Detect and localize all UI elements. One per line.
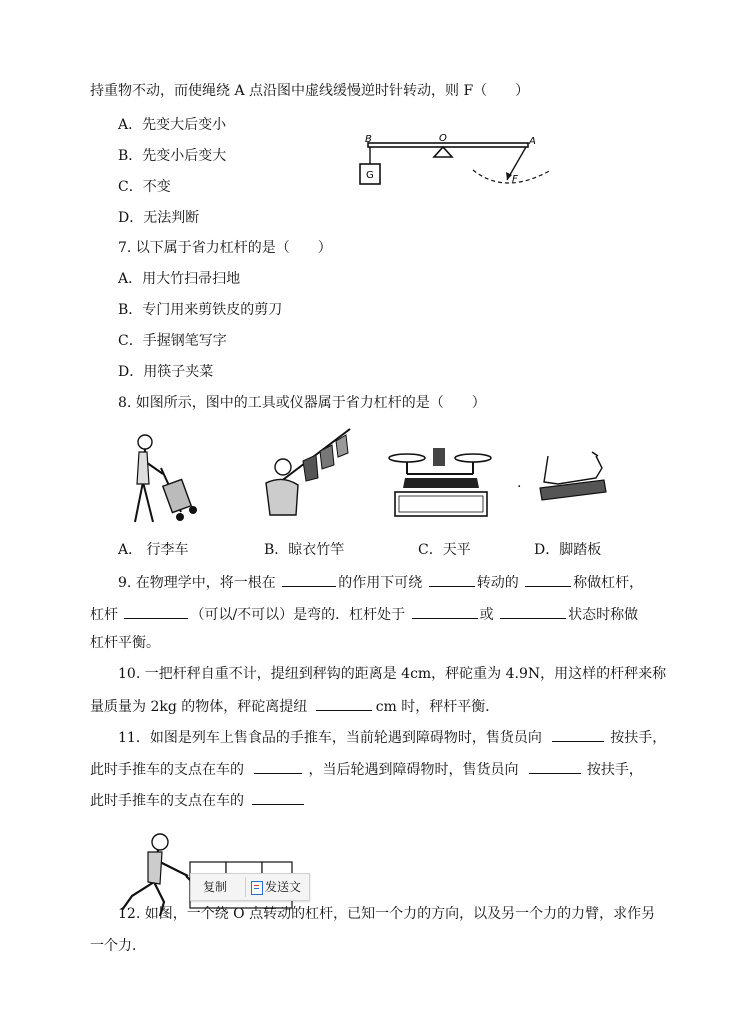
q7-option-b: B．专门用来剪铁皮的剪刀 <box>118 302 283 318</box>
q9-line-1 <box>118 573 643 592</box>
luggage-cart-image <box>125 432 200 527</box>
q11-text-2a: 此时手推车的支点在车的 <box>90 762 244 778</box>
context-menu <box>190 873 310 901</box>
q9-blank-5 <box>412 605 478 619</box>
q11-blank-3 <box>529 760 581 774</box>
q11-line-2 <box>90 760 643 779</box>
q9-line-2 <box>90 605 638 624</box>
q9-text-1c: 转动的 <box>476 575 519 591</box>
stray-dot: . <box>517 475 522 491</box>
q9-text-2c: 或 <box>479 607 494 623</box>
q8-option-b: B．晾衣竹竿 <box>264 542 345 558</box>
q9-text-1a: 9. 在物理学中，将一根在 <box>118 575 276 591</box>
send-doc-icon <box>251 881 263 895</box>
lever-figure <box>355 130 585 200</box>
label-a: A <box>529 136 536 147</box>
q6-option-d: D．无法判断 <box>118 210 200 226</box>
q9-blank-1 <box>282 573 336 587</box>
q10-text-2a: 量质量为 2kg 的物体，秤砣离提纽 <box>90 699 308 715</box>
label-g: G <box>366 170 374 181</box>
q9-text-2d: 状态时称做 <box>568 607 639 623</box>
label-f: F <box>512 174 518 185</box>
q7-option-c: C．手握钢笔写字 <box>118 333 227 349</box>
q7-option-d: D．用筷子夹菜 <box>118 364 214 380</box>
q9-line-3: 杠杆平衡。 <box>90 635 160 651</box>
q6-stem: 持重物不动，而使绳绕 A 点沿图中虚线缓慢逆时针转动，则 F（ ） <box>90 83 530 99</box>
balance-scale-image <box>385 444 497 524</box>
foot-pedal-image <box>532 452 612 507</box>
q9-text-2b: （可以/不可以）是弯的．杠杆处于 <box>190 607 406 623</box>
q9-text-2a: 杠杆 <box>90 607 118 623</box>
q11-line-1 <box>118 728 666 747</box>
send-label: 发送文 <box>265 880 302 894</box>
q12-line-1: 12. 如图，一个绕 O 点转动的杠杆，已知一个力的方向，以及另一个力的力臂，求作另 <box>118 906 656 922</box>
label-b: B <box>365 134 372 145</box>
q9-text-1d: 称做杠杆， <box>573 575 644 591</box>
q11-text-1a: 11．如图是列车上售食品的手推车，当前轮遇到障碍物时，售货员向 <box>118 730 542 746</box>
q8-stem: 8. 如图所示，图中的工具或仪器属于省力杠杆的是（ ） <box>118 395 486 411</box>
q8-option-c: C．天平 <box>418 542 471 558</box>
q9-blank-4 <box>124 605 188 619</box>
q11-text-2c: 按扶手， <box>586 762 643 778</box>
send-button[interactable] <box>251 878 307 896</box>
q10-blank-1 <box>316 697 372 711</box>
q8-option-a: A． 行李车 <box>118 542 189 558</box>
q10-line-1: 10. 一把杆秤自重不计，提纽到秤钩的距离是 4cm，秤砣重为 4.9N，用这样的杆秤来称 <box>118 666 667 682</box>
q8-option-d: D．脚踏板 <box>534 542 602 558</box>
q7-stem: 7. 以下属于省力杠杆的是（ ） <box>118 240 332 256</box>
q11-blank-4 <box>252 791 304 805</box>
q11-line-3 <box>90 791 308 810</box>
q12-line-2: 一个力． <box>90 938 146 954</box>
q9-blank-3 <box>525 573 571 587</box>
q11-text-3a: 此时手推车的支点在车的 <box>90 793 244 809</box>
clothes-pole-image <box>258 423 358 521</box>
menu-divider <box>245 877 246 897</box>
copy-button[interactable]: 复制 <box>203 880 228 894</box>
q11-blank-1 <box>552 728 604 742</box>
label-o: O <box>439 133 447 144</box>
q6-option-b: B．先变小后变大 <box>118 148 227 164</box>
q11-text-2b: ，当后轮遇到障碍物时，售货员向 <box>308 762 519 778</box>
q9-blank-2 <box>429 573 475 587</box>
q7-option-a: A．用大竹扫帚扫地 <box>118 271 241 287</box>
q9-text-1b: 的作用下可绕 <box>338 575 423 591</box>
q11-blank-2 <box>254 760 302 774</box>
q6-option-a: A．先变大后变小 <box>118 117 227 133</box>
q11-text-1b: 按扶手， <box>610 730 667 746</box>
q10-line-2 <box>90 697 499 716</box>
q6-option-c: C．不变 <box>118 179 171 195</box>
q9-blank-6 <box>500 605 566 619</box>
q10-text-2b: cm 时，秤杆平衡． <box>375 699 500 715</box>
